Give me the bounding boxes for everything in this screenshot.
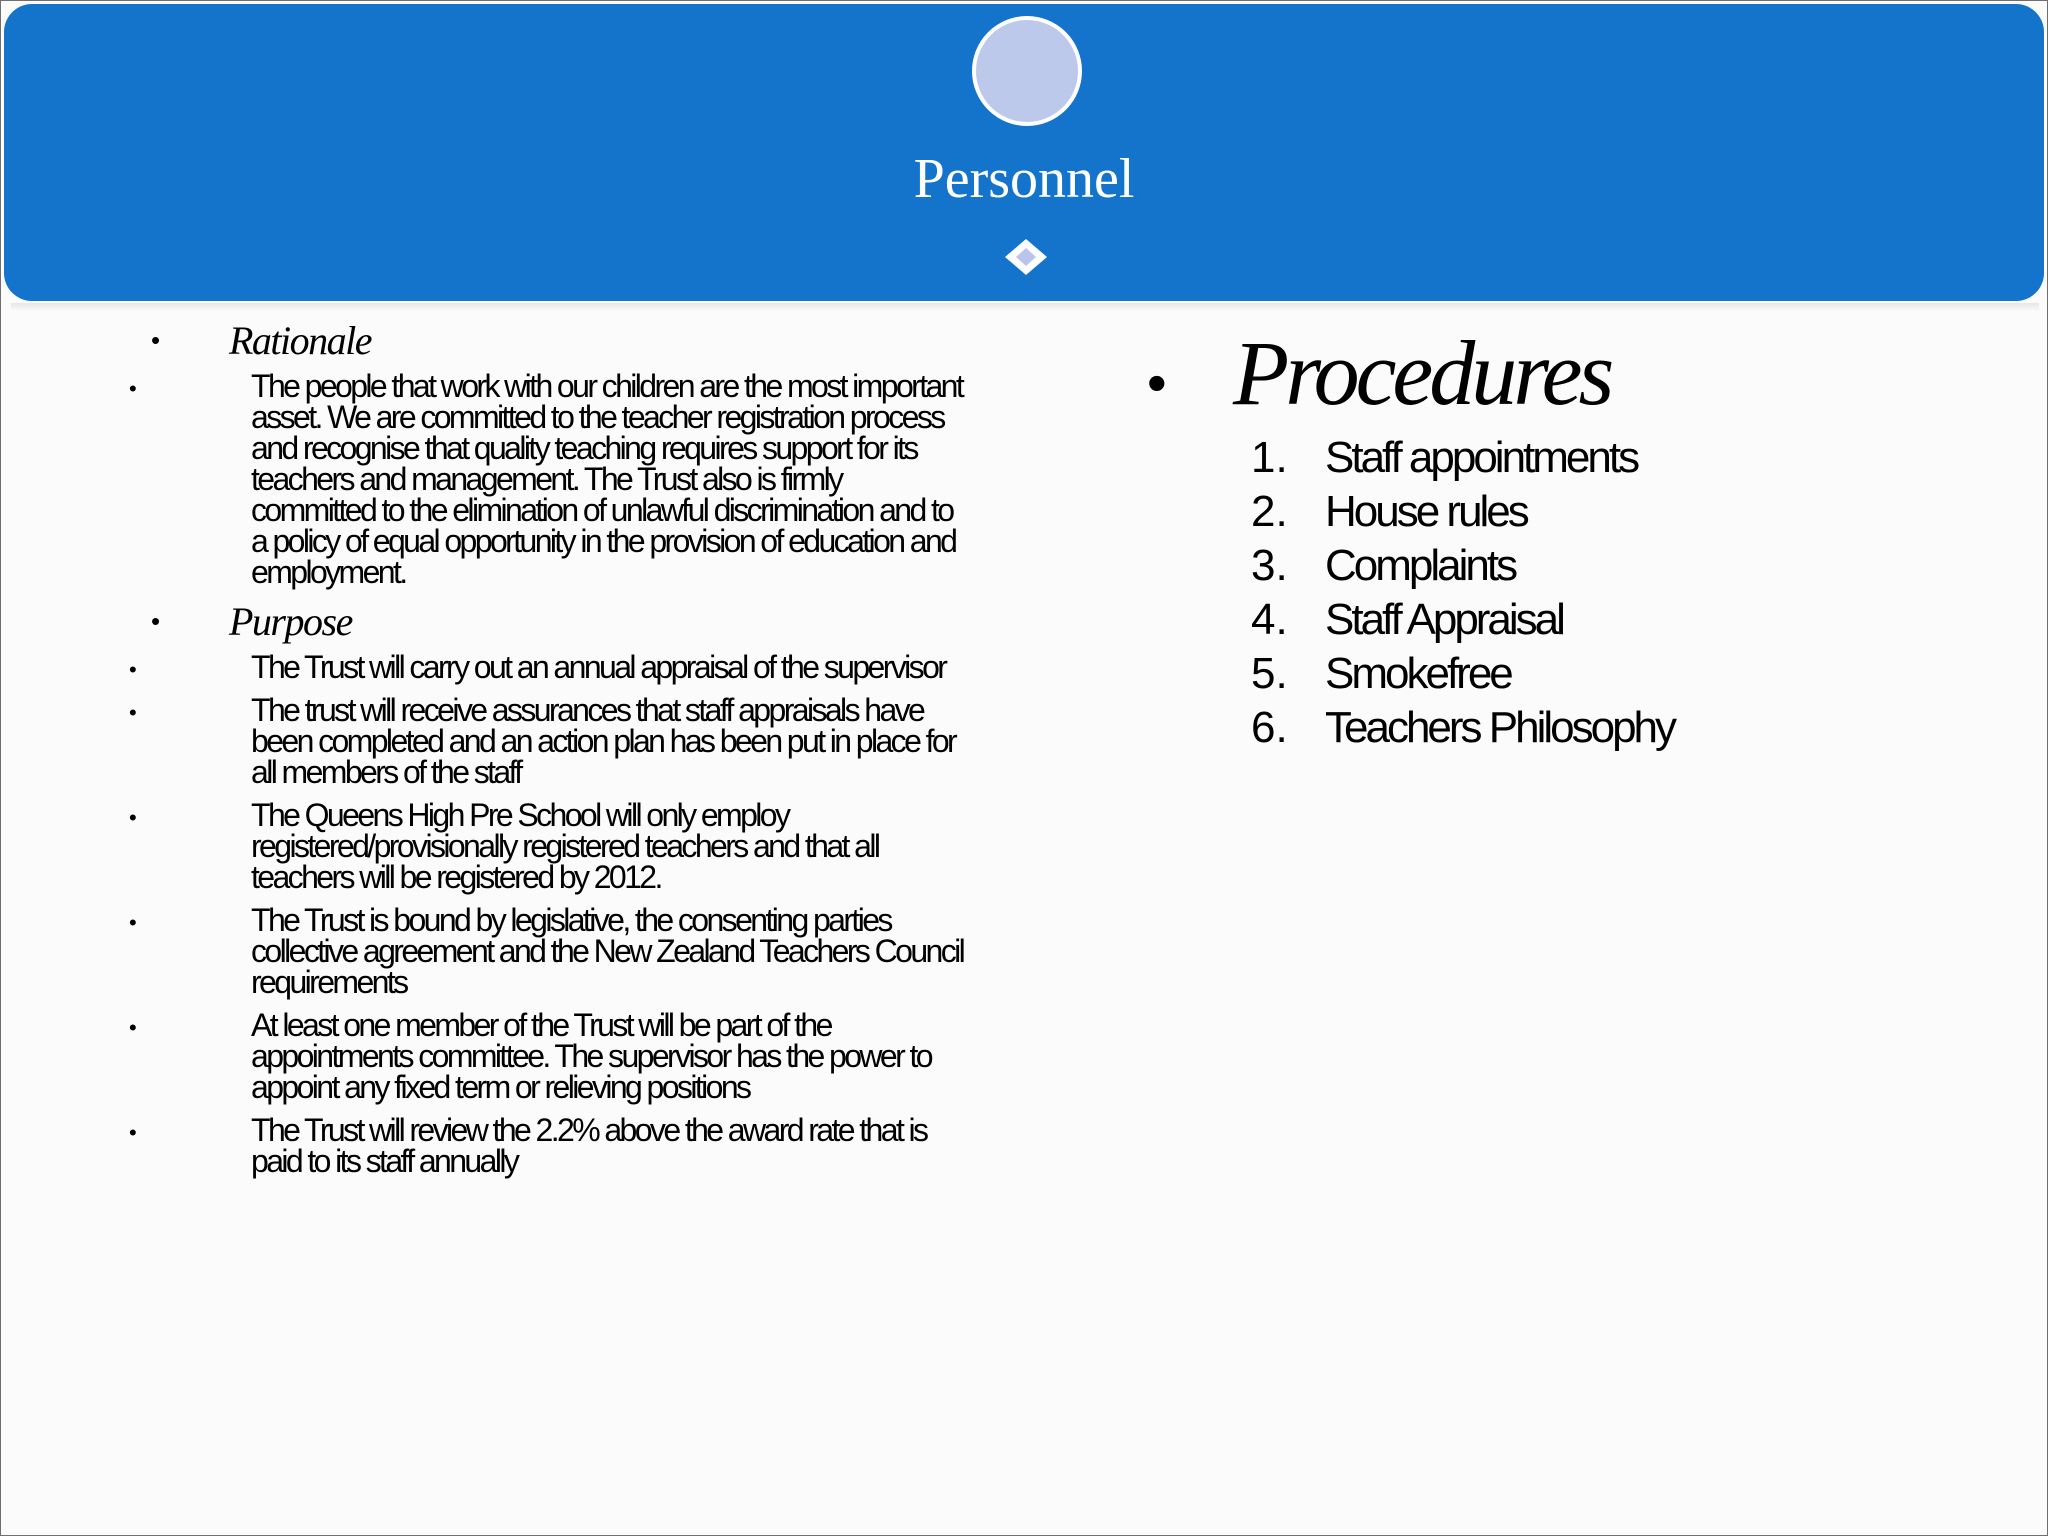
list-item-text: The Trust will carry out an annual appraisal of the supervisor (251, 649, 946, 685)
procedure-label: Complaints (1325, 541, 1516, 590)
procedure-number: 4. (1251, 595, 1288, 644)
procedure-item (1141, 593, 2001, 647)
bullet-icon: • (151, 606, 161, 636)
bullet-icon: • (129, 1015, 137, 1040)
procedures-column (1141, 323, 2001, 755)
list-item-text: The Trust will review the 2.2% above the award rate that is paid to its staff annually (251, 1112, 927, 1179)
bullet-icon: • (129, 376, 137, 401)
procedure-number: 1. (1251, 433, 1288, 482)
list-item (129, 692, 971, 790)
bullet-icon: • (151, 325, 161, 355)
procedure-item (1141, 431, 2001, 485)
procedure-label: Staff Appraisal (1325, 595, 1563, 644)
section-heading: Rationale (229, 318, 372, 363)
list-item (129, 902, 971, 1000)
procedure-label: Teachers Philosophy (1325, 703, 1675, 752)
list-item-text: The Trust is bound by legislative, the consenting parties collective agreement and the New Zealand Teachers Council requirements (251, 902, 964, 1000)
list-item (129, 1112, 971, 1179)
list-item-text: At least one member of the Trust will be part of the appointments committee. The supervisor has the power to appoint any fixed term or relieving positions (251, 1007, 931, 1105)
procedure-label: House rules (1325, 487, 1527, 536)
procedure-number: 3. (1251, 541, 1288, 590)
bullet-icon: • (129, 657, 137, 682)
bullet-icon: • (129, 700, 137, 725)
procedure-item (1141, 647, 2001, 701)
list-item (129, 1007, 971, 1105)
list-item-text: The people that work with our children are the most important asset. We are committed to the teacher registration process and recognise that quality teaching requires support for its teachers and management. The Trust also is firmly committed to the elimination of unlawful discrimination and to a policy of equal opportunity in the provision of education and employment. (251, 368, 963, 590)
procedure-item (1141, 701, 2001, 755)
diamond-ornament-icon (1001, 235, 1051, 279)
list-item (129, 368, 971, 590)
bullet-icon: • (129, 805, 137, 830)
bullet-icon: • (129, 1120, 137, 1145)
procedures-list (1141, 431, 2001, 755)
procedure-number: 5. (1251, 649, 1288, 698)
list-item (129, 649, 971, 685)
list-item-text: The trust will receive assurances that staff appraisals have been completed and an action plan has been put in place for all members of the staff (251, 692, 956, 790)
rationale-purpose-column (129, 318, 1051, 1189)
list-item (129, 797, 971, 895)
procedures-heading: Procedures (1233, 322, 1611, 424)
bullet-icon: • (129, 910, 137, 935)
procedures-heading-row (1141, 323, 2001, 423)
list-item-text: The Queens High Pre School will only employ registered/provisionally registered teachers and that all teachers will be registered by 2012. (251, 797, 879, 895)
section-purpose (151, 600, 1051, 644)
section-heading: Purpose (229, 599, 352, 644)
bullet-icon: • (1147, 351, 1167, 414)
procedure-label: Staff appointments (1325, 433, 1638, 482)
section-rationale (151, 319, 1051, 363)
procedure-item (1141, 539, 2001, 593)
banner-shadow (11, 303, 2039, 311)
procedure-number: 2. (1251, 487, 1288, 536)
procedure-label: Smokefree (1325, 649, 1511, 698)
slide-title: Personnel (913, 148, 1135, 210)
procedure-number: 6. (1251, 703, 1288, 752)
procedure-item (1141, 485, 2001, 539)
circle-ornament-icon (972, 16, 1082, 126)
